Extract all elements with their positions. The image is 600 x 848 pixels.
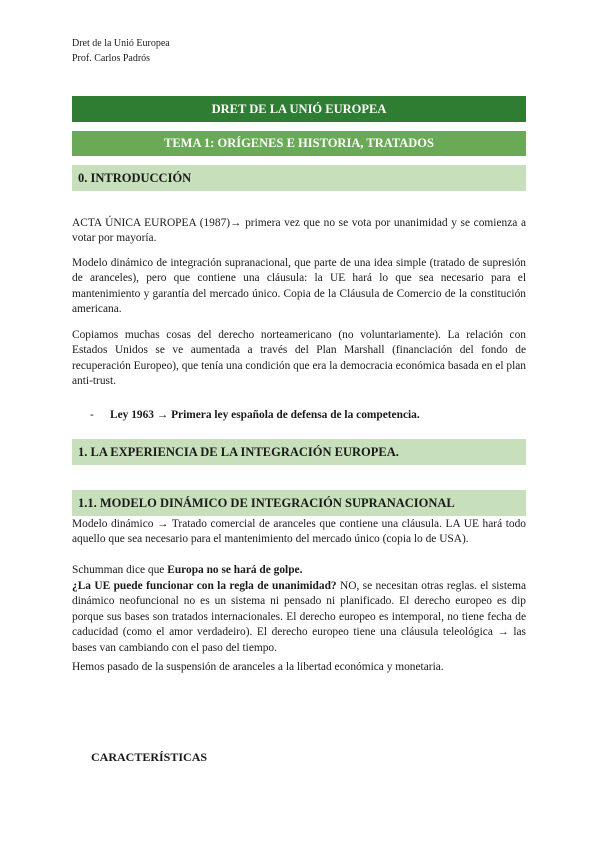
bullet-text: Ley 1963 → Primera ley española de defensa de la competencia. [110, 409, 420, 421]
paragraph-aranceles: Hemos pasado de la suspensión de aranceles a la libertad económica y monetaria. [72, 661, 444, 673]
section-1-1-heading-band: 1.1. MODELO DINÁMICO DE INTEGRACIÓN SUPRANACIONAL [72, 490, 526, 516]
paragraph-acta-unica: ACTA ÚNICA EUROPEA (1987)→ primera vez que no se vota por unanimidad y se comienza a votar por mayoría. [72, 217, 526, 245]
paragraph-schumman [72, 563, 526, 578]
paragraph-unanimidad [72, 579, 526, 656]
paragraph-modelo-tratado: Modelo dinámico → Tratado comercial de aranceles que contiene una cláusula. LA UE hará todo aquello que sea necesario para el mantenimiento del mercado único (copia lo de USA). [72, 518, 526, 546]
unanimidad-question: ¿La UE puede funcionar con la regla de unanimidad? [72, 580, 337, 592]
page-header [72, 36, 170, 66]
document-title-band: DRET DE LA UNIÓ EUROPEA [72, 96, 526, 122]
unanimidad-answer: NO, se necesitan otras reglas. el sistema dinámico neofuncional no es un sistema ni pensado ni planificado. El derecho europeo es dip porque sus bases son tratados internacionales. El derecho europeo es intemporal, no tiene fecha de caducidad (como el amor verdadeiro). El derecho europeo tiene una cláusula teleológica → las bases van cambiando con el paso del tiempo. [72, 580, 527, 654]
topic-title-band: TEMA 1: ORÍGENES E HISTORIA, TRATADOS [72, 131, 526, 156]
paragraph-derecho-norteamericano: Copiamos muchas cosas del derecho norteamericano (no voluntariamente). La relación con Estados Unidos se ve aumentada a través del Plan Marshall (financiación del fondo de recuperación Europeo), que tenía una condición que era la democracia económica basada en el plan anti-trust. [72, 329, 526, 388]
header-professor: Prof. Carlos Padrós [72, 53, 151, 64]
caracteristicas-heading: CARACTERÍSTICAS [91, 750, 208, 764]
header-course: Dret de la Unió Europea [72, 38, 170, 49]
intro-heading-band: 0. INTRODUCCIÓN [72, 165, 526, 191]
schumman-text: Schumman dice que [72, 564, 168, 576]
schumman-quote: Europa no se hará de golpe. [167, 564, 303, 576]
section-1-heading-band: 1. LA EXPERIENCIA DE LA INTEGRACIÓN EUROPEA. [72, 439, 526, 465]
bullet-dash: - [90, 409, 94, 421]
paragraph-modelo-dinamico: Modelo dinámico de integración supranacional, que parte de una idea simple (tratado de supresión de aranceles), pero que contiene una cláusula: la UE hará lo que sea necesario para el mantenimiento y garantía del mercado único. Copia de la Cláusula de Comercio de la constitución americana. [72, 257, 526, 316]
bullet-ley-1963 [90, 408, 520, 423]
